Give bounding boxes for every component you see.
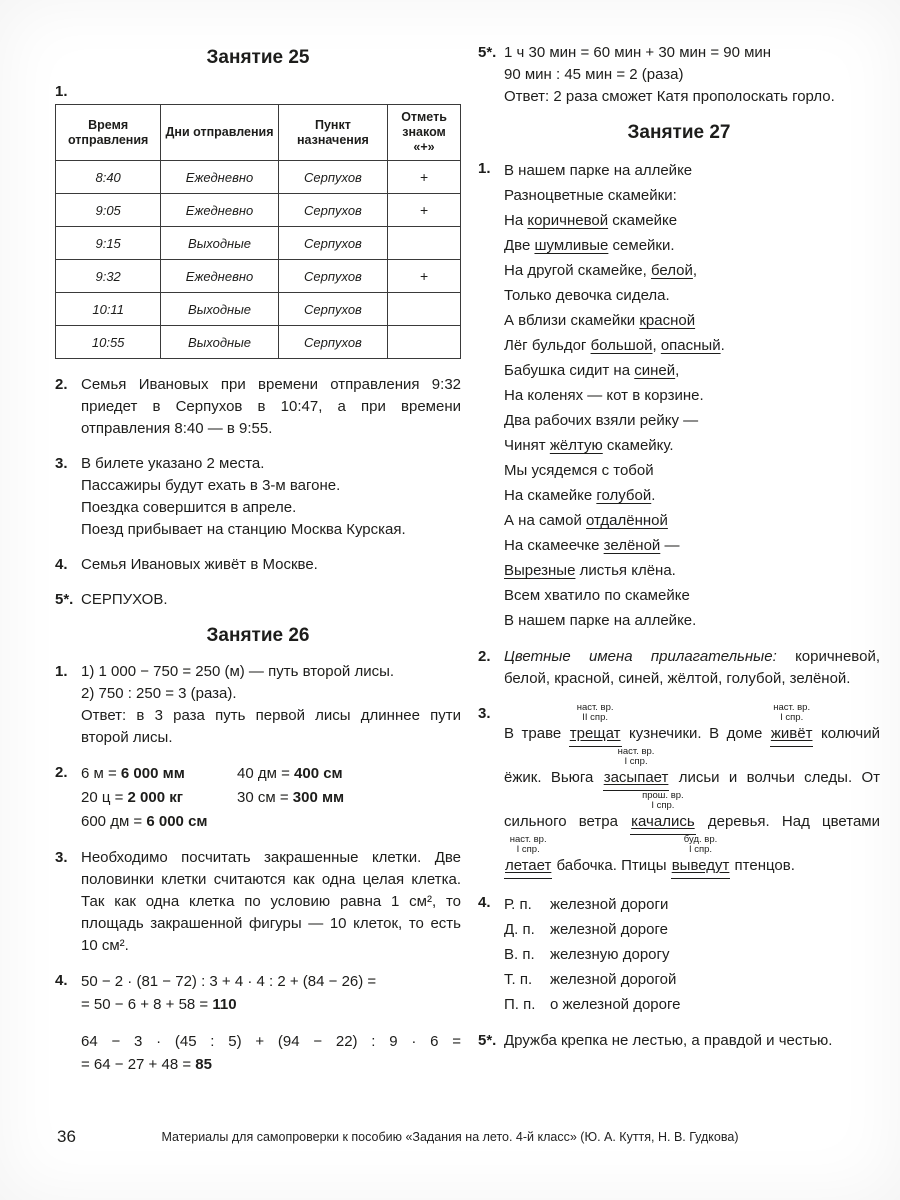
answer-text [81, 661, 461, 749]
tense-label: наст. вр. [773, 702, 811, 713]
sentence-text: кузнечики. В доме [621, 725, 770, 742]
equation-line: 64 − 3 · (45 : 5) + (94 − 22) : 9 · 6 = [81, 1033, 461, 1050]
case-label: П. п. [504, 996, 536, 1013]
table-row [56, 293, 461, 326]
answer-item-2 [55, 762, 461, 834]
item-number: 5*. [478, 1032, 497, 1049]
annotated-verb [671, 835, 731, 879]
table-row [56, 194, 461, 227]
train-schedule-table [55, 104, 461, 359]
poem-text: скамейку. [602, 437, 674, 454]
color-list: коричневой, белой, красной, синей, жёлтой, голубой, зелёной. [504, 648, 880, 687]
answer-item-4 [478, 892, 880, 1017]
conversion-result: 6 000 см [146, 813, 208, 830]
verb-word: живёт [770, 723, 814, 747]
item-number: 4. [55, 556, 68, 573]
conversion [81, 810, 237, 834]
poem-text: , [675, 362, 680, 379]
cell-time: 10:11 [56, 293, 161, 326]
equation-line [81, 993, 461, 1016]
cell-days: Ежедневно [161, 161, 278, 194]
cell-days: Выходные [161, 227, 278, 260]
footer-caption: Материалы для самопроверки к пособию «Задания на лето. 4-й класс» (Ю. А. Куття, Н. В. Гудкова) [161, 1130, 739, 1144]
poem-line [504, 583, 880, 608]
poem-line [504, 358, 880, 383]
answer-text [81, 453, 461, 541]
equation-result: 85 [195, 1056, 212, 1073]
right-column [478, 42, 880, 1065]
table-header-row [56, 105, 461, 161]
item-number: 3. [55, 849, 68, 866]
poem-text: Лёг бульдог [504, 337, 591, 354]
item-number: 1. [478, 160, 491, 177]
declension-line [504, 967, 880, 992]
poem-text: На скамеечке [504, 537, 604, 554]
poem-text: На скамейке [504, 487, 597, 504]
answer-text: Дружба крепка не лестью, а правдой и честью. [504, 1032, 833, 1049]
answer-item-2 [55, 374, 461, 440]
poem-line [504, 508, 880, 533]
declension-line [504, 992, 880, 1017]
poem-text: В нашем парке на аллейке. [504, 612, 697, 629]
poem-text: А вблизи скамейки [504, 312, 640, 329]
lesson-26-title: Занятие 26 [206, 625, 310, 646]
answer-line: Поездка совершится в апреле. [81, 499, 297, 516]
poem-line [504, 608, 880, 633]
spacer [81, 1016, 461, 1030]
equation-text: = 50 − 6 + 8 + 58 = [81, 996, 213, 1013]
cell-days: Ежедневно [161, 260, 278, 293]
poem-text: листья клёна. [575, 562, 676, 579]
conversion-plain: 20 ц = [81, 789, 128, 806]
conversion-plain: 600 дм = [81, 813, 147, 830]
cell-days: Ежедневно [161, 194, 278, 227]
item-number: 2. [55, 764, 68, 781]
answer-line: Пассажиры будут ехать в 3-м вагоне. [81, 477, 341, 494]
case-phrase: железной дороге [550, 921, 668, 938]
equation-result: 110 [212, 996, 237, 1013]
poem-text: Только девочка сидела. [504, 287, 670, 304]
verb-word: летает [504, 855, 552, 879]
annotated-verb [504, 835, 552, 879]
case-label: В. п. [504, 946, 535, 963]
header-cell-time: Время отправления [56, 105, 161, 161]
poem-text: — [660, 537, 680, 554]
answer-item-5 [55, 589, 461, 611]
answer-text [504, 42, 880, 108]
solution-line: 90 мин : 45 мин = 2 (раза) [504, 66, 684, 83]
poem-text: . [720, 337, 725, 354]
cell-destination: Серпухов [278, 326, 387, 359]
lesson-25-title: Занятие 25 [206, 47, 310, 68]
poem-line [504, 558, 880, 583]
answer-text: Семья Ивановых при времени отправления 9:32 приедет в Серпухов в 10:47, а при времени отправления 8:40 — в 9:55. [81, 376, 461, 437]
case-label: Т. п. [504, 971, 533, 988]
item-number: 4. [55, 972, 68, 989]
conversion-plain: 6 м = [81, 765, 121, 782]
cell-time: 10:55 [56, 326, 161, 359]
underlined-adjective: шумливые [534, 237, 609, 254]
poem-line [504, 383, 880, 408]
poem-text: Мы усядемся с тобой [504, 462, 654, 479]
annotated-verb [603, 747, 670, 791]
poem-line [504, 183, 880, 208]
verb-word: выведут [671, 855, 731, 879]
answer-text [504, 646, 880, 690]
poem-text: Два рабочих взяли рейку — [504, 412, 699, 429]
item-number: 3. [478, 705, 491, 722]
answer-item-5-continued [478, 42, 880, 108]
annotated-verb [630, 791, 696, 835]
poem-text: . [651, 487, 656, 504]
cell-mark: + [388, 260, 461, 293]
tense-label: наст. вр. [617, 746, 655, 757]
conversion-row [81, 762, 461, 786]
conversion-result: 300 мм [292, 789, 345, 806]
item-number: 2. [478, 648, 491, 665]
annotated-sentences [504, 703, 880, 879]
cell-time: 9:05 [56, 194, 161, 227]
cell-destination: Серпухов [278, 260, 387, 293]
poem-text: Чинят [504, 437, 550, 454]
answer-item-2 [478, 646, 880, 690]
left-column [55, 46, 461, 1089]
lesson-27-title: Занятие 27 [627, 122, 731, 143]
poem-text: В нашем парке на аллейке [504, 162, 693, 179]
equations [81, 970, 461, 1076]
answer-item-3 [55, 453, 461, 541]
cell-days: Выходные [161, 326, 278, 359]
header-cell-destination: Пункт назначения [278, 105, 387, 161]
poem-text: Разноцветные скамейки: [504, 187, 677, 204]
answer-sentence: Ответ: в 3 раза путь первой лисы длиннее пути второй лисы. [81, 707, 461, 746]
poem-line [504, 208, 880, 233]
sentence-text: колючий ёжик. Вьюга [504, 725, 880, 786]
table-row [56, 326, 461, 359]
table-row [56, 227, 461, 260]
case-phrase: железной дороги [550, 896, 669, 913]
cell-destination: Серпухов [278, 293, 387, 326]
answer-item-4 [55, 554, 461, 576]
poem-text: На другой скамейке, [504, 262, 651, 279]
item-number: 3. [55, 455, 68, 472]
case-label: Р. п. [504, 896, 532, 913]
solution-line: 1 ч 30 мин = 60 мин + 30 мин = 90 мин [504, 44, 772, 61]
poem-text: На [504, 212, 528, 229]
case-phrase: железную дорогу [550, 946, 670, 963]
conversion-row [81, 810, 461, 834]
case-label: Д. п. [504, 921, 535, 938]
conversion [81, 786, 237, 810]
verb-word: трещат [569, 723, 622, 747]
answer-line: Поезд прибывает на станцию Москва Курская. [81, 521, 406, 538]
poem [504, 158, 880, 633]
page-number: 36 [57, 1127, 76, 1146]
solution-line: 2) 750 : 250 = 3 (раза). [81, 685, 237, 702]
tense-label: наст. вр. [576, 702, 614, 713]
poem-text: , [692, 262, 698, 279]
underlined-adjective: красной [639, 312, 696, 329]
cell-time: 9:15 [56, 227, 161, 260]
conversions [81, 762, 461, 834]
conversion-result: 400 см [294, 765, 343, 782]
conversion-plain: 40 дм = [237, 765, 295, 782]
poem-line [504, 333, 880, 358]
declension-line [504, 942, 880, 967]
underlined-adjective: отдалённой [586, 512, 668, 529]
cell-mark [388, 227, 461, 260]
underlined-adjective: опасный [660, 337, 721, 354]
poem-text: скамейке [608, 212, 678, 229]
annotated-verb [770, 703, 814, 747]
poem-line [504, 308, 880, 333]
cell-mark: + [388, 194, 461, 227]
poem-line [504, 258, 880, 283]
poem-line [504, 283, 880, 308]
table-row [56, 161, 461, 194]
underlined-adjective: жёлтую [549, 437, 603, 454]
tense-label: буд. вр. [683, 834, 718, 845]
answer-text: СЕРПУХОВ. [81, 591, 168, 608]
poem-line [504, 158, 880, 183]
header-cell-mark: Отметь знаком «+» [388, 105, 461, 161]
verb-word: засыпает [603, 767, 670, 791]
item-number: 2. [55, 376, 68, 393]
poem-line [504, 533, 880, 558]
solution-line: 1) 1 000 − 750 = 250 (м) — путь второй лисы. [81, 663, 395, 680]
conversion-result: 2 000 кг [127, 789, 184, 806]
underlined-adjective: синей [634, 362, 676, 379]
poem-text: , [652, 337, 661, 354]
conversion [237, 762, 461, 786]
equation-line: 50 − 2 · (81 − 72) : 3 + 4 · 4 : 2 + (84 − 26) = [81, 973, 377, 990]
conjugation-label: II спр. [582, 712, 608, 723]
tense-label: наст. вр. [509, 834, 547, 845]
cell-time: 8:40 [56, 161, 161, 194]
conversion [237, 810, 461, 834]
answer-line: В билете указано 2 места. [81, 455, 265, 472]
poem-text: Две [504, 237, 535, 254]
answer-text: Необходимо посчитать закрашенные клетки. Две половинки клетки считаются как одна целая клетка. Так как одна клетка по условию равна 1 см², то площадь закрашенной фигуры — 10 клеток, то есть 10 см². [81, 849, 461, 954]
equation-line [81, 1053, 461, 1076]
conjugation-label: I спр. [780, 712, 804, 723]
underlined-adjective: Вырезные [504, 562, 576, 579]
answer-text: Семья Ивановых живёт в Москве. [81, 556, 318, 573]
poem-text: Бабушка сидит на [504, 362, 635, 379]
underlined-adjective: коричневой [527, 212, 609, 229]
answer-item-1 [55, 661, 461, 749]
declension-line [504, 917, 880, 942]
poem-line [504, 408, 880, 433]
poem-line [504, 233, 880, 258]
conjugation-label: I спр. [516, 844, 540, 855]
page-footer [0, 1127, 900, 1146]
item-1-number: 1. [55, 83, 68, 100]
italic-lead: Цветные имена прилагательные: [504, 648, 777, 665]
sentence-text: деревья. Над цветами [695, 813, 880, 830]
equation-text: = 64 − 27 + 48 = [81, 1056, 196, 1073]
cell-mark: + [388, 161, 461, 194]
cell-destination: Серпухов [278, 161, 387, 194]
answer-item-4 [55, 970, 461, 1076]
conjugation-label: I спр. [651, 800, 675, 811]
cell-days: Выходные [161, 293, 278, 326]
cell-mark [388, 293, 461, 326]
header-cell-days: Дни отправления [161, 105, 278, 161]
conversion [237, 786, 461, 810]
item-number: 5*. [55, 591, 74, 608]
answer-item-3 [478, 703, 880, 879]
answer-item-5 [478, 1030, 880, 1052]
underlined-adjective: белой [650, 262, 693, 279]
cell-mark [388, 326, 461, 359]
poem-line [504, 433, 880, 458]
poem-text: Всем хватило по скамейке [504, 587, 690, 604]
underlined-adjective: голубой [596, 487, 652, 504]
sentence-text: лисьи и волчьи следы. От сильного ветра [504, 769, 880, 830]
item-number: 1. [55, 663, 68, 680]
poem-text: На коленях — кот в корзине. [504, 387, 704, 404]
item-number: 5*. [478, 44, 497, 61]
underlined-adjective: зелёной [603, 537, 661, 554]
conversion-plain: 30 см = [237, 789, 293, 806]
conversion-result: 6 000 мм [120, 765, 185, 782]
item-number: 4. [478, 894, 491, 911]
table-row [56, 260, 461, 293]
conversion [81, 762, 237, 786]
sentence-text: птенцов. [730, 857, 795, 874]
sentence-text: бабочка. Птицы [552, 857, 671, 874]
poem-text: семейки. [608, 237, 675, 254]
conjugation-label: I спр. [688, 844, 713, 855]
case-phrase: о железной дороге [550, 996, 681, 1013]
declension-list [504, 892, 880, 1017]
cell-destination: Серпухов [278, 194, 387, 227]
poem-line [504, 458, 880, 483]
underlined-adjective: большой [590, 337, 653, 354]
annotated-verb [569, 703, 622, 747]
poem-line [504, 483, 880, 508]
cell-time: 9:32 [56, 260, 161, 293]
declension-line [504, 892, 880, 917]
answer-item-3 [55, 847, 461, 957]
sentence-text: В траве [504, 725, 569, 742]
conversion-row [81, 786, 461, 810]
case-phrase: железной дорогой [550, 971, 677, 988]
poem-text: А на самой [504, 512, 587, 529]
cell-destination: Серпухов [278, 227, 387, 260]
verb-word: качались [630, 811, 696, 835]
solution-line: Ответ: 2 раза сможет Катя прополоскать горло. [504, 88, 835, 105]
conjugation-label: I спр. [624, 756, 648, 767]
answer-item-1-poem [478, 158, 880, 633]
tense-label: прош. вр. [642, 790, 684, 801]
